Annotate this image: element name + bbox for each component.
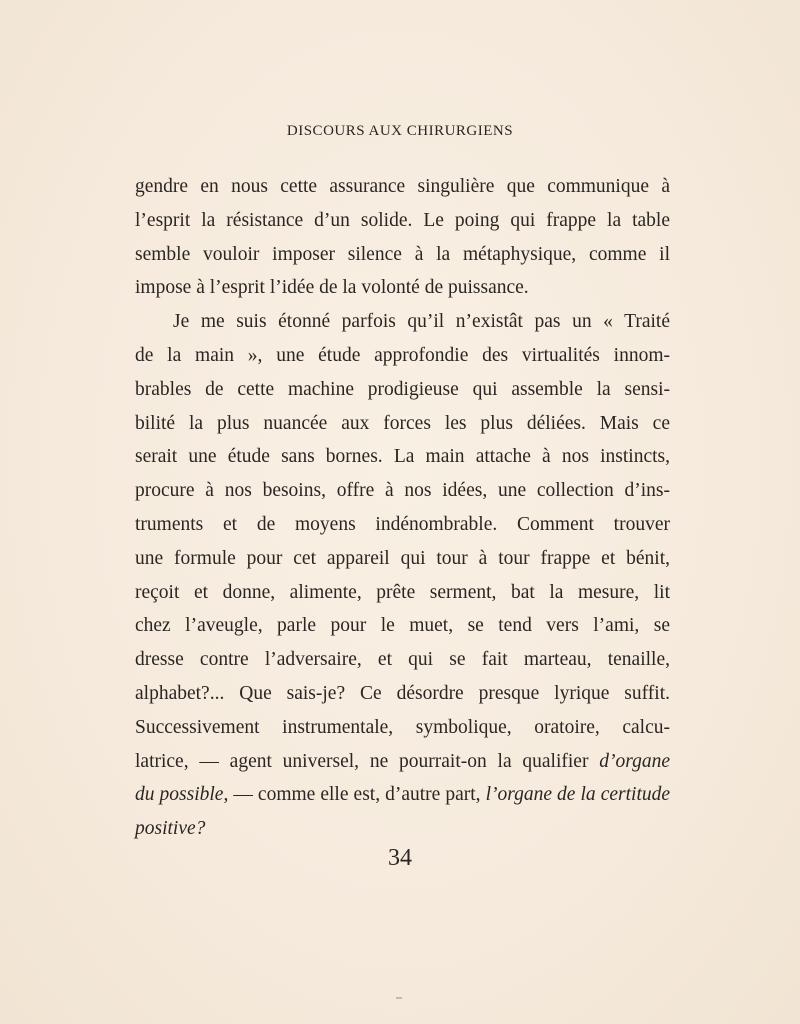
text-line: chez l’aveugle, parle pour le muet, se tend vers l’ami, se [135,615,670,637]
italic-run: positive? [135,818,206,840]
text-line: de la main », une étude approfondie des virtualités innom- [135,344,670,366]
paragraph-1 [135,170,670,305]
page-number: 34 [388,845,412,871]
text-line: alphabet?... Que sais-je? Ce désordre presque lyrique suffit. [135,682,670,704]
text-line: Je me suis étonné parfois qu’il n’existât pas un « Traité [173,311,670,333]
text-line: gendre en nous cette assurance singulière que communique à [135,176,670,197]
text-line: dresse contre l’adversaire, et qui se fait marteau, tenaille, [135,649,670,671]
text-line: brables de cette machine prodigieuse qui assemble la sensi- [135,378,670,400]
italic-run: d’organe [599,750,670,772]
running-head: DISCOURS AUX CHIRURGIENS [286,123,514,139]
text-line: serait une étude sans bornes. La main attache à nos instincts, [135,446,670,468]
text-line: l’esprit la résistance d’un solide. Le poing qui frappe la table [135,209,670,231]
text-line-mixed [135,812,670,846]
text-run: , — comme elle est, d’autre part, [223,784,486,806]
text-line: Successivement instrumentale, symbolique, oratoire, calcu- [135,716,670,738]
text-line: semble vouloir imposer silence à la métaphysique, comme il [135,243,670,265]
text-line: une formule pour cet appareil qui tour à tour frappe et bénit, [135,547,670,569]
text-line: procure à nos besoins, offre à nos idées, une collection d’ins- [135,480,670,502]
text-run: latrice, — agent universel, ne pourrait-on la qualifier [135,750,600,772]
italic-run: l’organe de la certitude [485,784,671,806]
text-line: bilité la plus nuancée aux forces les plus déliées. Mais ce [135,412,670,434]
text-line: reçoit et donne, alimente, prête serment, bat la mesure, lit [135,581,670,603]
paragraph-2 [135,305,670,846]
text-line: truments et de moyens indénombrable. Comment trouver [135,513,670,535]
body-text [135,170,670,846]
printer-mark [396,997,402,999]
text-line-mixed [135,745,670,779]
text-line-mixed [135,778,670,812]
text-line: impose à l’esprit l’idée de la volonté de puissance. [135,277,529,299]
italic-run: du possible [135,784,224,806]
